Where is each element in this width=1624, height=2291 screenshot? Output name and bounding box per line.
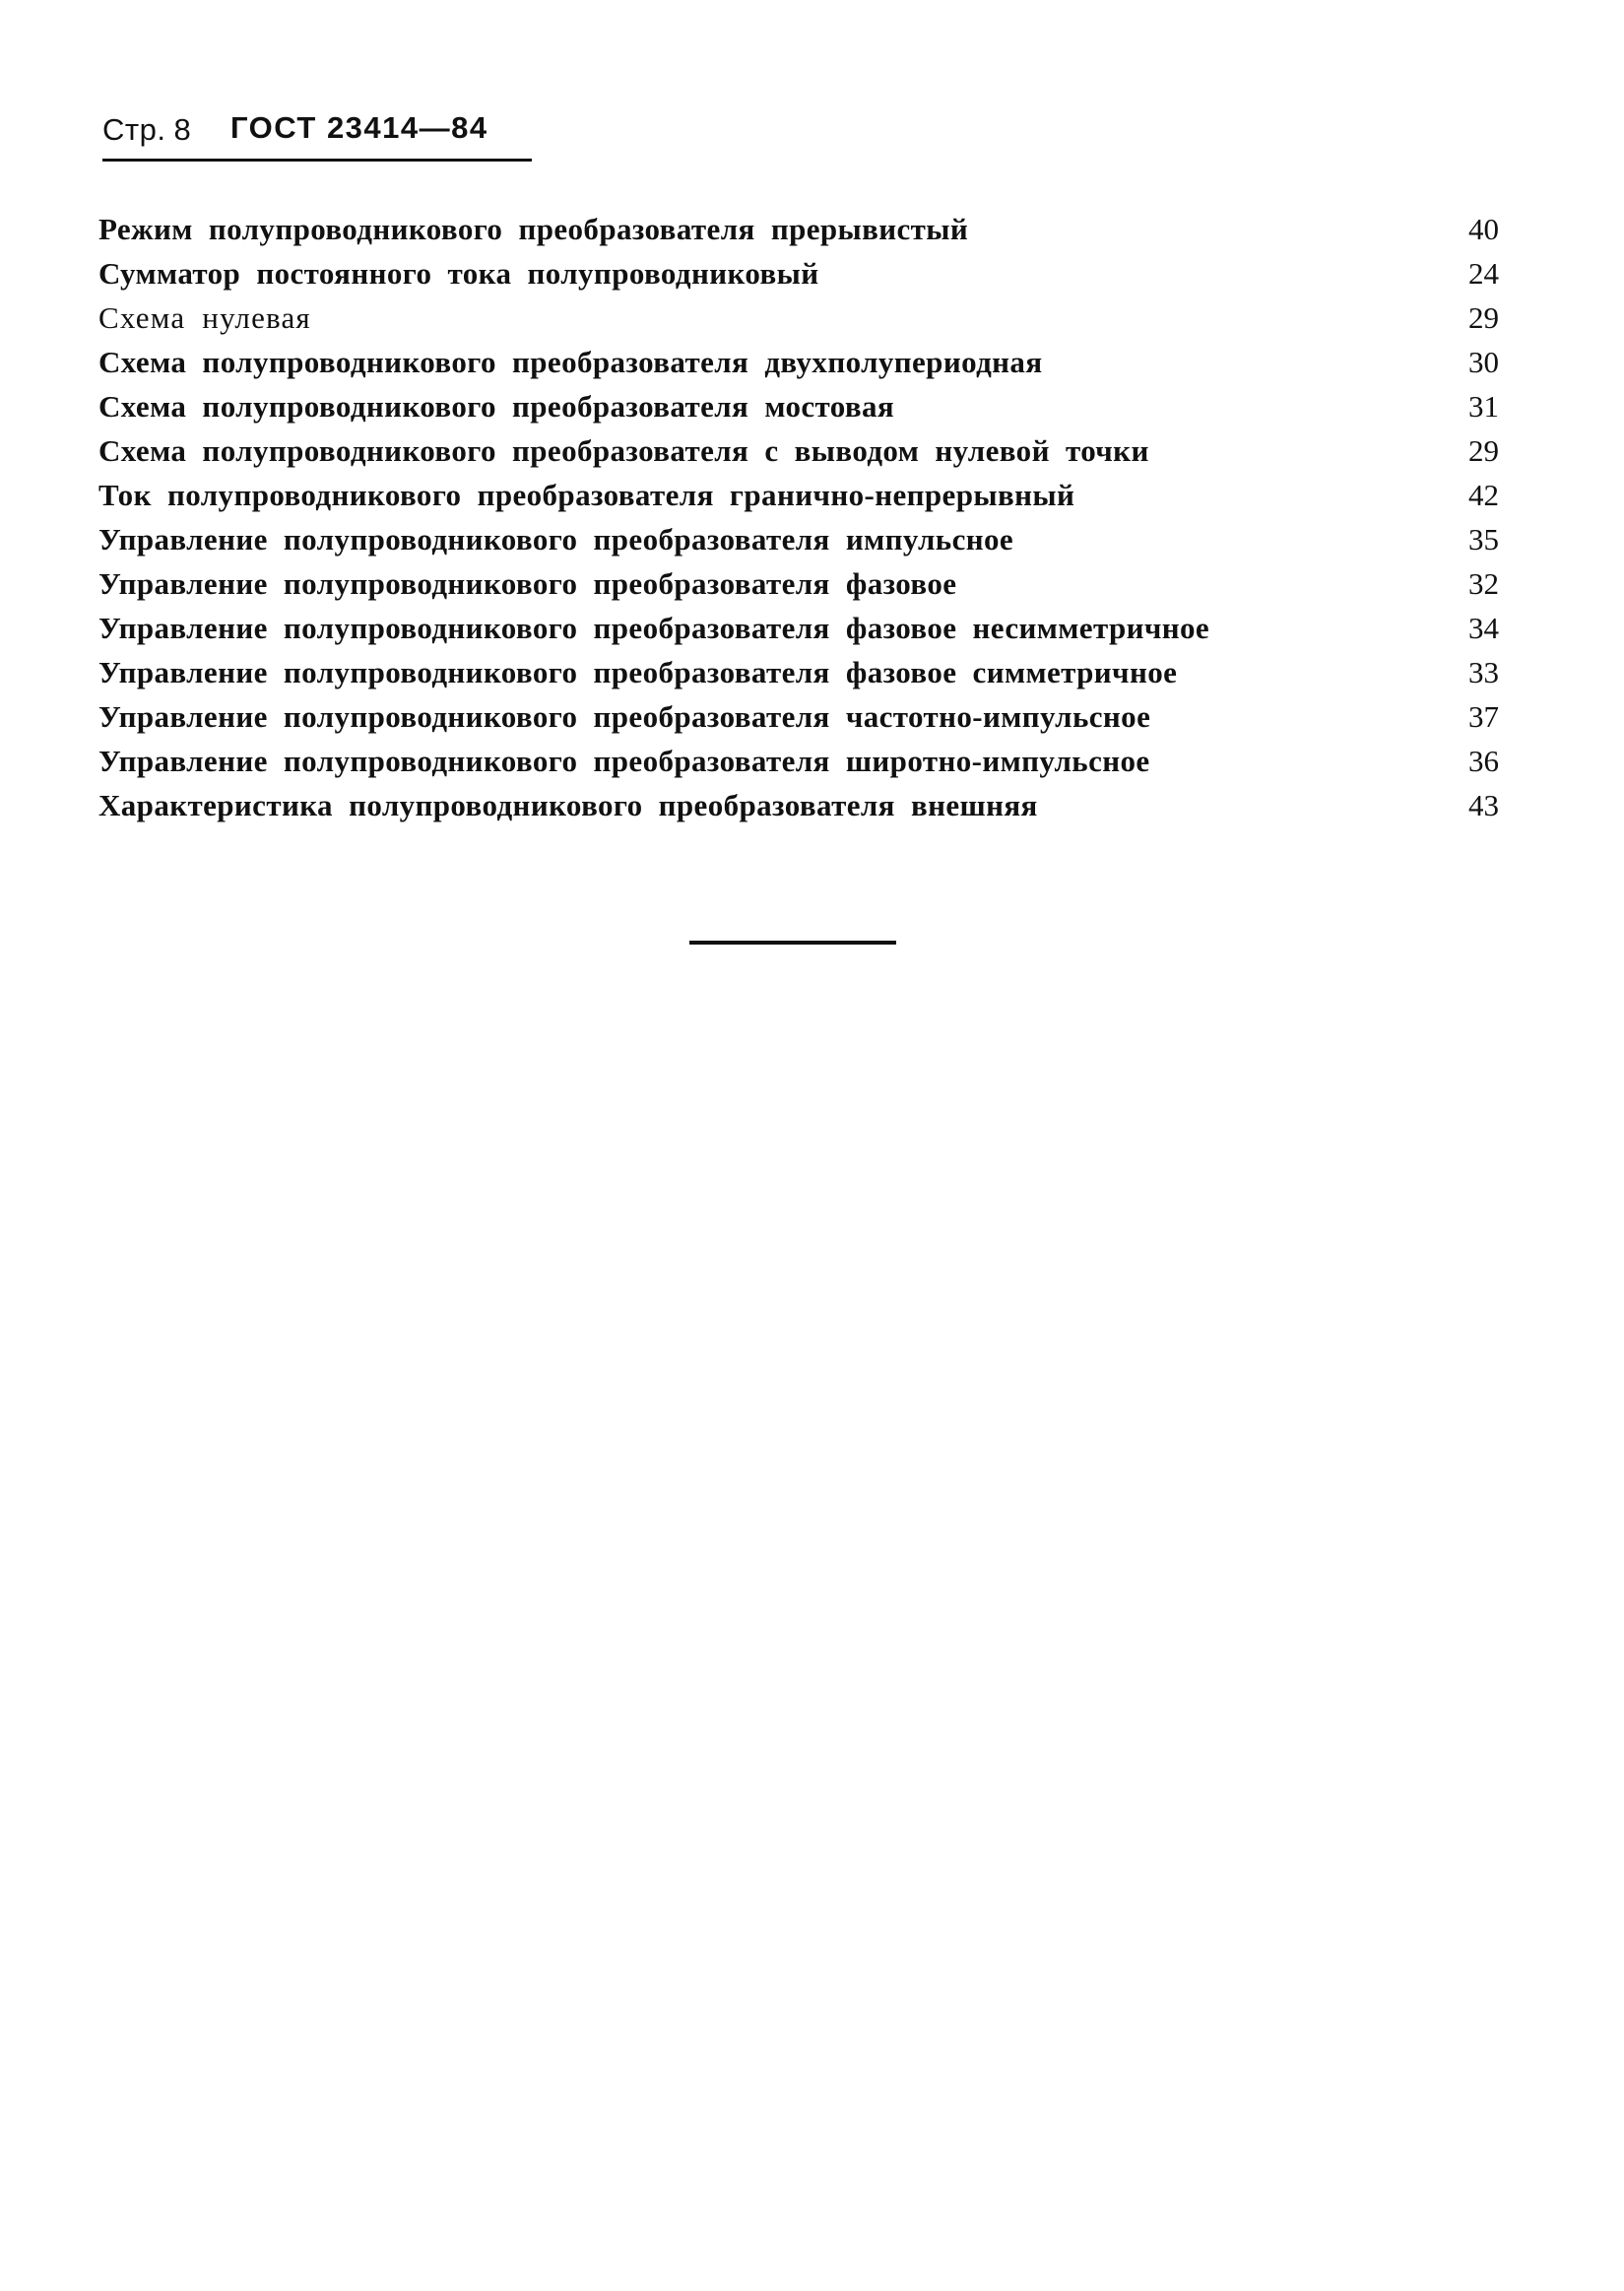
page-label-text: Стр. — [102, 112, 166, 147]
index-entry — [98, 650, 1499, 694]
index-term: Сумматор постоянного тока полупроводниковый — [98, 256, 819, 291]
index-page-number: 32 — [1468, 566, 1499, 601]
document-code: ГОСТ 23414—84 — [230, 110, 488, 145]
index-term: Характеристика полупроводникового преобразователя внешняя — [98, 788, 1038, 822]
index-page-number: 30 — [1468, 345, 1499, 379]
end-of-text-rule — [689, 941, 896, 945]
index-page-number: 29 — [1468, 433, 1499, 468]
index-term: Схема полупроводникового преобразователя с выводом нулевой точки — [98, 433, 1149, 468]
page-label — [102, 112, 191, 148]
index-term: Схема полупроводникового преобразователя мостовая — [98, 389, 895, 424]
page-header — [102, 106, 532, 162]
index-term: Управление полупроводникового преобразователя фазовое симметричное — [98, 655, 1178, 689]
index-entry — [98, 694, 1499, 739]
index-page-number: 43 — [1468, 788, 1499, 822]
index-entry — [98, 606, 1499, 650]
index-term: Схема нулевая — [98, 300, 311, 335]
index-page-number: 42 — [1468, 478, 1499, 512]
index-term: Управление полупроводникового преобразователя частотно-импульсное — [98, 699, 1151, 734]
index-page-number: 40 — [1468, 212, 1499, 246]
index-term: Режим полупроводникового преобразователя прерывистый — [98, 212, 969, 246]
index-entry — [98, 251, 1499, 295]
index-term: Ток полупроводникового преобразователя гранично-непрерывный — [98, 478, 1075, 512]
index-entry — [98, 473, 1499, 517]
index-page-number: 31 — [1468, 389, 1499, 424]
index-entry — [98, 295, 1499, 340]
index-term: Управление полупроводникового преобразователя широтно-импульсное — [98, 744, 1150, 778]
index-entry — [98, 384, 1499, 428]
index-entry — [98, 207, 1499, 251]
index-term: Схема полупроводникового преобразователя двухполупериодная — [98, 345, 1043, 379]
subject-index-list — [98, 207, 1499, 827]
index-page-number: 29 — [1468, 300, 1499, 335]
index-entry — [98, 340, 1499, 384]
index-page-number: 24 — [1468, 256, 1499, 291]
index-term: Управление полупроводникового преобразователя фазовое несимметричное — [98, 611, 1210, 645]
index-term: Управление полупроводникового преобразователя импульсное — [98, 522, 1014, 556]
index-entry — [98, 428, 1499, 473]
index-page-number: 37 — [1468, 699, 1499, 734]
index-page-number: 35 — [1468, 522, 1499, 556]
page-number: 8 — [173, 112, 192, 147]
index-page-number: 36 — [1468, 744, 1499, 778]
index-page-number: 33 — [1468, 655, 1499, 689]
index-entry — [98, 739, 1499, 783]
index-entry — [98, 561, 1499, 606]
index-term: Управление полупроводникового преобразователя фазовое — [98, 566, 957, 601]
index-page-number: 34 — [1468, 611, 1499, 645]
index-entry — [98, 783, 1499, 827]
index-entry — [98, 517, 1499, 561]
